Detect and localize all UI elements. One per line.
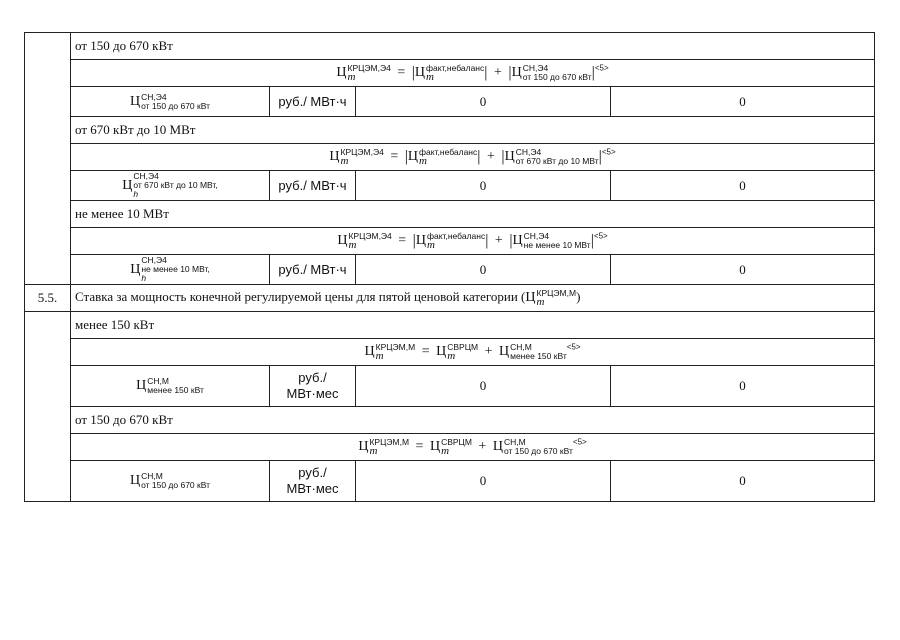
formula-10: Ц КРЦЭМ,Э4 m = |Ц факт,небаланс m | + |Ц СН,Э4 не менее 10 МВт $|^{<5>}$ [71,228,875,255]
unit-cell: руб./ МВт·ч [270,87,356,117]
group-header-670-10: от 670 кВт до 10 МВт [71,117,875,144]
group-header-150-670-e4: от 150 до 670 кВт [71,33,875,60]
row-number-cell [25,312,71,502]
group-header-less150: менее 150 кВт [71,312,875,339]
unit-cell: руб./ МВт·ч [270,171,356,201]
formula-less150: Ц КРЦЭМ,М m = Ц СВРЦМ m + Ц СН,М менее 150 кВт $^{<5>}$ [71,339,875,366]
formula-670-10: Ц КРЦЭМ,Э4 m = |Ц факт,небаланс m | + |Ц СН,Э4 от 670 кВт до 10 МВт $|^{<5>}$ [71,144,875,171]
value-cell: 0 [356,366,611,407]
section-number: 5.5. [25,285,71,312]
formula-150-670-m: Ц КРЦЭМ,М m = Ц СВРЦМ m + Ц СН,М от 150 до 670 кВт $^{<5>}$ [71,434,875,461]
rate-label-10: Ц СН,Э4 не менее 10 МВт, h [71,255,270,285]
unit-cell: руб./ МВт·ч [270,255,356,285]
document-page [24,32,874,502]
tariff-table [24,32,875,502]
formula-150-670-e4: Ц КРЦЭМ,Э4 m = |Ц факт,небаланс m | + |Ц СН,Э4 от 150 до 670 кВт $|^{<5>}$ [71,60,875,87]
group-header-150-670-m: от 150 до 670 кВт [71,407,875,434]
value-cell: 0 [611,87,875,117]
section-title: Ставка за мощность конечной регулируемой цены для пятой ценовой категории (Ц КРЦЭМ,М m ) [71,285,875,312]
rate-label-less150: Ц СН,М менее 150 кВт [71,366,270,407]
value-cell: 0 [356,87,611,117]
rate-label-150-670-m: Ц СН,М от 150 до 670 кВт [71,461,270,502]
value-cell: 0 [356,255,611,285]
rate-label-670-10: Ц СН,Э4 от 670 кВт до 10 МВт, h [71,171,270,201]
value-cell: 0 [611,461,875,502]
unit-cell: руб./ МВт·мес [270,461,356,502]
value-cell: 0 [611,366,875,407]
value-cell: 0 [356,171,611,201]
row-number-cell [25,33,71,285]
value-cell: 0 [611,171,875,201]
value-cell: 0 [356,461,611,502]
group-header-10: не менее 10 МВт [71,201,875,228]
value-cell: 0 [611,255,875,285]
rate-label-150-670-e4: Ц СН,Э4 от 150 до 670 кВт [71,87,270,117]
unit-cell: руб./ МВт·мес [270,366,356,407]
